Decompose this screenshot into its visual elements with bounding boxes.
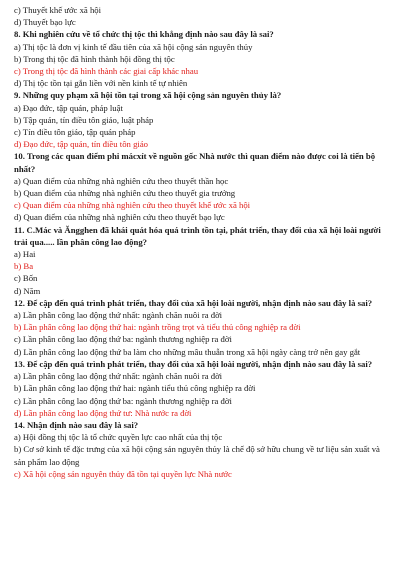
- question-title: 8. Khi nghiên cứu về tổ chức thị tộc thì khẳng định nào sau đây là sai?: [14, 29, 274, 40]
- answer-option: a) Quan điểm của những nhà nghiên cứu theo thuyết thần học: [14, 175, 229, 186]
- answer-option: c) Thuyết khế ước xã hội: [14, 5, 102, 15]
- answer-option: a) Hai: [14, 249, 36, 260]
- answer-option: b) Cơ sở kinh tế đặc trưng của xã hội cộng sản nguyên thủy là chế độ sở hữu chung về tư liệu sản xuất và sản phẩm lao động: [14, 444, 380, 467]
- answer-option: b) Tập quán, tín điều tôn giáo, luật pháp: [14, 114, 154, 125]
- answer-option: b) Quan điểm của những nhà nghiên cứu theo thuyết gia trưởng: [14, 188, 236, 199]
- answer-option-highlighted: d) Lần phân công lao động thứ tư: Nhà nước ra đời: [14, 407, 192, 418]
- answer-option: a) Thị tộc là đơn vị kinh tế đầu tiên của xã hội cộng sản nguyên thủy: [14, 41, 253, 52]
- question-title: 10. Trong các quan điểm phi mácxít về nguồn gốc Nhà nước thì quan điểm nào được coi là tiến bộ nhất?: [14, 151, 376, 174]
- answer-option: d) Thuyết bạo lực: [14, 17, 76, 28]
- answer-option: c) Lần phân công lao động thứ ba: ngành thương nghiệp ra đời: [14, 334, 232, 345]
- answer-option: b) Lần phân công lao động thứ hai: ngành tiểu thủ công nghiệp ra đời: [14, 383, 256, 394]
- answer-option: a) Hội đồng thị tộc là tổ chức quyền lực cao nhất của thị tộc: [14, 432, 223, 443]
- answer-option: a) Lần phân công lao động thứ nhất: ngành chăn nuôi ra đời: [14, 371, 223, 382]
- answer-option: d) Thị tộc tồn tại gắn liền với nền kinh tế tự nhiên: [14, 78, 188, 89]
- answer-option: b) Trong thị tộc đã hình thành hội đồng thị tộc: [14, 53, 175, 64]
- answer-option-highlighted: c) Quan điểm của những nhà nghiên cứu theo thuyết khế ước xã hội: [14, 200, 251, 211]
- answer-option: d) Lần phân công lao động thứ ba làm cho những mâu thuẫn trong xã hội ngày càng trở nên gay gắt: [14, 346, 361, 357]
- answer-option-highlighted: c) Trong thị tộc đã hình thành các giai cấp khác nhau: [14, 66, 199, 77]
- answer-option: c) Bốn: [14, 273, 38, 284]
- question-title: 14. Nhận định nào sau đây là sai?: [14, 419, 139, 430]
- answer-option: a) Lần phân công lao động thứ nhất: ngành chăn nuôi ra đời: [14, 310, 223, 321]
- answer-option: c) Lần phân công lao động thứ ba: ngành thương nghiệp ra đời: [14, 395, 232, 406]
- question-title: 13. Để cập đến quá trình phát triển, thay đổi của xã hội loài người, nhận định nào sau đây là sai?: [14, 358, 373, 369]
- question-title: 9. Những quy phạm xã hội tồn tại trong xã hội cộng sản nguyên thủy là?: [14, 90, 282, 101]
- answer-option: c) Tín điều tôn giáo, tập quán pháp: [14, 127, 136, 138]
- answer-option-highlighted: b) Lần phân công lao động thứ hai: ngành trồng trọt và tiểu thủ công nghiệp ra đời: [14, 322, 301, 333]
- answer-option-highlighted: d) Đạo đức, tập quán, tín điều tôn giáo: [14, 139, 149, 150]
- answer-option-highlighted: b) Ba: [14, 261, 34, 272]
- answer-option: d) Quan điểm của những nhà nghiên cứu theo thuyết bạo lực: [14, 212, 225, 223]
- answer-option: d) Năm: [14, 285, 41, 296]
- answer-option: a) Đạo đức, tập quán, pháp luật: [14, 102, 123, 113]
- question-title: 11. C.Mác và Ăngghen đã khái quát hóa quá trình tồn tại, phát triển, thay đổi của xã hội loài người trải qua..... lần phân công lao động?: [14, 224, 381, 247]
- question-title: 12. Để cập đến quá trình phát triển, thay đổi của xã hội loài người, nhận định nào sau đây là sai?: [14, 297, 373, 308]
- answer-option-highlighted: c) Xã hội cộng sản nguyên thủy đã tồn tại quyền lực Nhà nước: [14, 468, 232, 479]
